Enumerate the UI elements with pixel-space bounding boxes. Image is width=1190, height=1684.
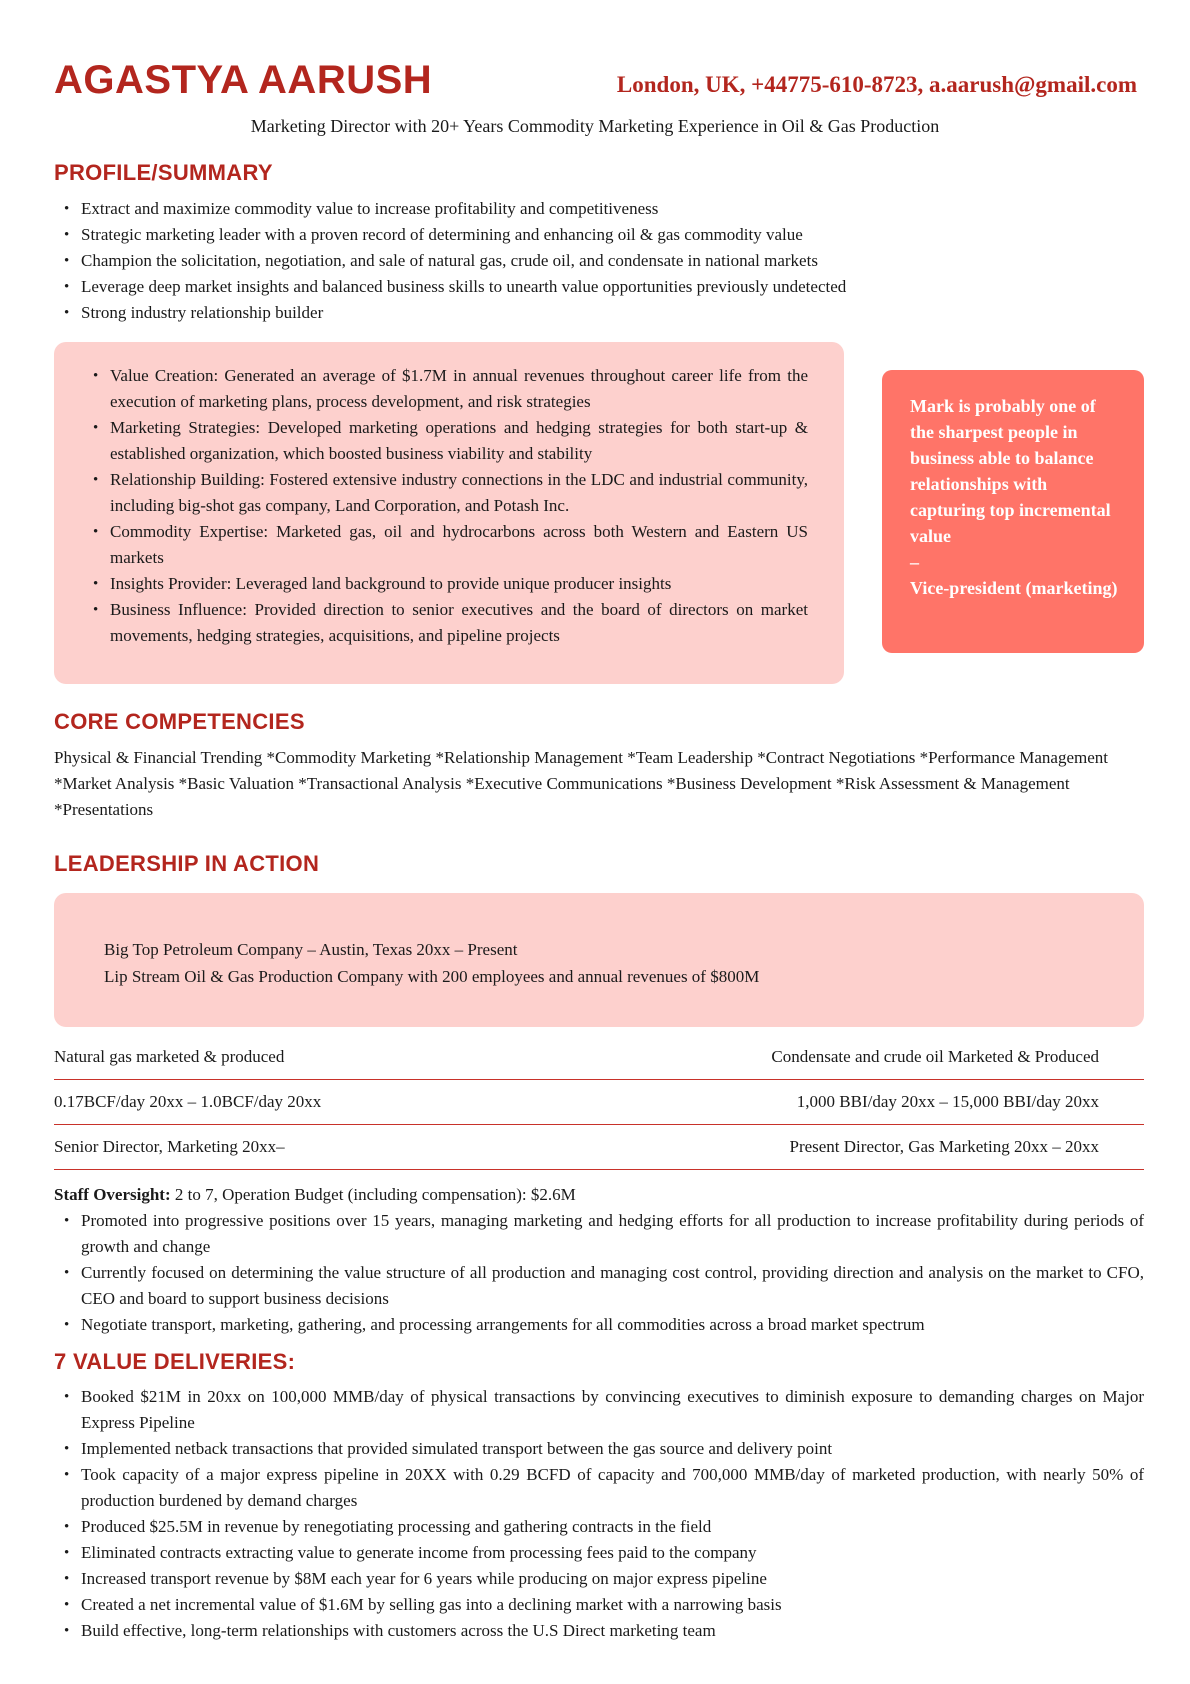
highlight-bullet: • Value Creation: Generated an average of $1.7M in annual revenues throughout career life from the execution of marketing plans, process development, and risk strategies: [83, 363, 808, 415]
table-cell: 0.17BCF/day 20xx – 1.0BCF/day 20xx: [54, 1080, 509, 1125]
profile-bullet: • Strategic marketing leader with a proven record of determining and enhancing oil & gas commodity value: [54, 222, 1144, 248]
delivery-bullet: • Implemented netback transactions that provided simulated transport between the gas source and delivery point: [54, 1436, 1144, 1462]
testimonial-attribution: Vice-president (marketing): [910, 578, 1118, 598]
highlights-list: [83, 363, 808, 649]
delivery-bullet: • Took capacity of a major express pipeline in 20XX with 0.29 BCFD of capacity and 700,000 MMB/day of marketed production, with nearly 50% of production burdened by demand charges: [54, 1462, 1144, 1514]
highlight-bullet: • Commodity Expertise: Marketed gas, oil and hydrocarbons across both Western and Eastern US markets: [83, 519, 808, 571]
leadership-bullet: • Negotiate transport, marketing, gathering, and processing arrangements for all commodities across a broad market spectrum: [54, 1312, 1144, 1338]
deliveries-heading: 7 VALUE DELIVERIES:: [54, 1349, 296, 1374]
profile-heading: PROFILE/SUMMARY: [54, 160, 273, 185]
delivery-bullet: • Build effective, long-term relationships with customers across the U.S Direct marketing team: [54, 1618, 1144, 1644]
leadership-heading: LEADERSHIP IN ACTION: [54, 851, 320, 876]
staff-oversight: [54, 1182, 576, 1208]
staff-oversight-label: Staff Oversight:: [54, 1185, 171, 1204]
testimonial-box: [882, 370, 1144, 653]
profile-bullet: • Strong industry relationship builder: [54, 300, 1144, 326]
table-cell: Present Director, Gas Marketing 20xx – 20xx: [509, 1125, 1144, 1170]
leadership-bullet: • Currently focused on determining the value structure of all production and managing cost control, providing direction and analysis on the market to CFO, CEO and board to support business decisions: [54, 1260, 1144, 1312]
table-cell: Natural gas marketed & produced: [54, 1035, 509, 1080]
company-description: Lip Stream Oil & Gas Production Company with 200 employees and annual revenues of $800M: [104, 967, 760, 986]
profile-list: [54, 196, 1144, 326]
staff-oversight-text: 2 to 7, Operation Budget (including compensation): $2.6M: [170, 1185, 576, 1204]
contact-info: London, UK, +44775-610-8723, a.aarush@gmail.com: [616, 72, 1137, 97]
delivery-bullet: • Eliminated contracts extracting value to generate income from processing fees paid to the company: [54, 1540, 1144, 1566]
table-cell: 1,000 BBI/day 20xx – 15,000 BBI/day 20xx: [509, 1080, 1144, 1125]
profile-bullet: • Extract and maximize commodity value to increase profitability and competitiveness: [54, 196, 1144, 222]
candidate-name: AGASTYA AARUSH: [54, 58, 433, 102]
table-row: [54, 1080, 1144, 1125]
leadership-list: [54, 1208, 1144, 1338]
delivery-bullet: • Increased transport revenue by $8M each year for 6 years while producing on major express pipeline: [54, 1566, 1144, 1592]
leadership-bullet: • Promoted into progressive positions over 15 years, managing marketing and hedging efforts for all production to increase profitability during periods of growth and change: [54, 1208, 1144, 1260]
tagline: Marketing Director with 20+ Years Commodity Marketing Experience in Oil & Gas Production: [250, 116, 940, 136]
delivery-bullet: • Produced $25.5M in revenue by renegotiating processing and gathering contracts in the field: [54, 1514, 1144, 1540]
testimonial-text: Mark is probably one of the sharpest people in business able to balance relationships with capturing top incremental value: [910, 396, 1111, 546]
highlight-bullet: • Relationship Building: Fostered extensive industry connections in the LDC and industrial community, including big-shot gas company, Land Corporation, and Potash Inc.: [83, 467, 808, 519]
delivery-bullet: • Created a net incremental value of $1.6M by selling gas into a declining market with a narrowing basis: [54, 1592, 1144, 1618]
company-box: [54, 893, 1144, 1027]
profile-bullet: • Leverage deep market insights and balanced business skills to unearth value opportunities previously undetected: [54, 274, 1144, 300]
company-line: Big Top Petroleum Company – Austin, Texas 20xx – Present: [104, 940, 518, 959]
table-row: [54, 1035, 1144, 1080]
table-row: [54, 1125, 1144, 1170]
profile-bullet: • Champion the solicitation, negotiation, and sale of natural gas, crude oil, and condensate in national markets: [54, 248, 1144, 274]
testimonial-dash: –: [910, 552, 919, 572]
competencies-text: Physical & Financial Trending *Commodity Marketing *Relationship Management *Team Leadership *Contract Negotiations *Performance Management *Market Analysis *Basic Valuation *Transactional Analysis *Executive Communications *Business Development *Risk Assessment & Management *Presentations: [54, 748, 1109, 819]
roles-table: [54, 1035, 1144, 1170]
competencies-heading: CORE COMPETENCIES: [54, 709, 305, 734]
highlight-bullet: • Business Influence: Provided direction to senior executives and the board of directors on market movements, hedging strategies, acquisitions, and pipeline projects: [83, 597, 808, 649]
highlight-bullet: • Insights Provider: Leveraged land background to provide unique producer insights: [83, 571, 808, 597]
deliveries-list: [54, 1384, 1144, 1644]
table-cell: Condensate and crude oil Marketed & Produced: [509, 1035, 1144, 1080]
table-cell: Senior Director, Marketing 20xx–: [54, 1125, 509, 1170]
highlight-bullet: • Marketing Strategies: Developed marketing operations and hedging strategies for both start-up & established organization, which boosted business viability and stability: [83, 415, 808, 467]
delivery-bullet: • Booked $21M in 20xx on 100,000 MMB/day of physical transactions by convincing executives to diminish exposure to demanding charges on Major Express Pipeline: [54, 1384, 1144, 1436]
